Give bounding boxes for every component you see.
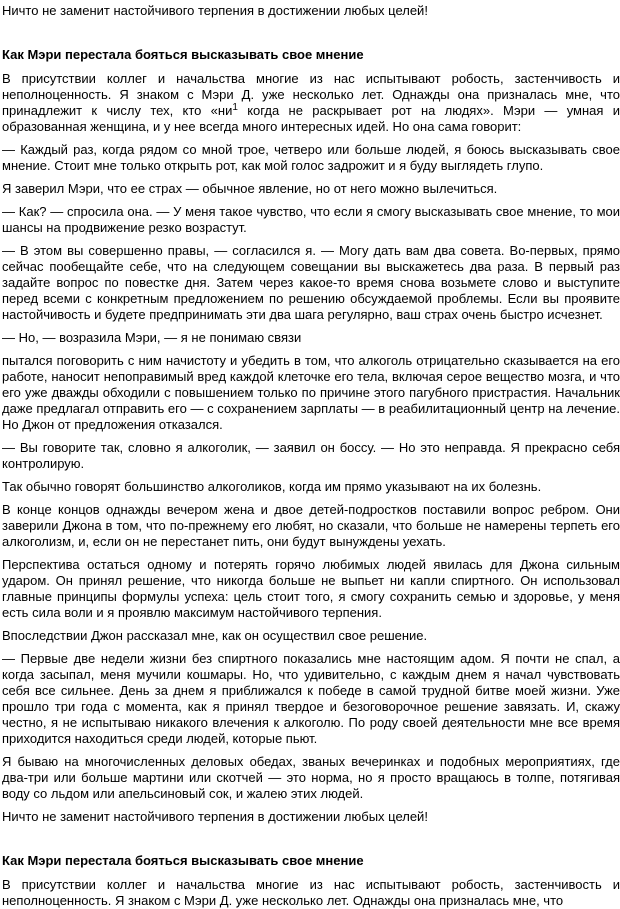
paragraph-reassure: Я заверил Мэри, что ее страх — обычное явление, но от него можно вылечиться. (2, 181, 498, 196)
paragraph-decision: Перспектива остаться одному и потерять горячо любимых людей явилась для Джона сильным ударом. Он принял решение, что никогда больше не выпьет ни капли спиртного. Он использовал главные принципы формулы успеха: цель стоит того, я смогу сохранить семью и здоровье, у меня есть сила воли и я проявлю максимум настойчивого терпения. (2, 557, 620, 620)
paragraph-john-denial: — Вы говорите так, словно я алкоголик, — заявил он боссу. — Но это неправда. Я прекрасно себя контролирую. (2, 440, 620, 471)
paragraph-afterwards: Впоследствии Джон рассказал мне, как он осуществил свое решение. (2, 628, 428, 643)
paragraph-advice: — В этом вы совершенно правы, — согласился я. — Могу дать вам два совета. Во-первых, прямо сейчас пообещайте себе, что на следующем совещании вы выскажетесь два раза. В первый раз задайте вопрос по повестке дня. Затем через какое-то время снова возьмете слово и выступите перед всеми с конкретным предложением по решению обсуждаемой проблемы. Если вы проявите настойчивость и будете предпринимать эти два шага регулярно, ваш страх очень быстро исчезнет. (2, 243, 620, 322)
heading-mary-repeat: Как Мэри перестала бояться высказывать свое мнение (2, 853, 364, 868)
paragraph-intro-repeat: В присутствии коллег и начальства многие из нас испытывают робость, застенчивость и неполноценность. Я знаком с Мэри Д. уже несколько лет. Однажды она призналась мне, что (2, 877, 620, 908)
paragraph-intro (2, 71, 620, 135)
heading-mary: Как Мэри перестала бояться высказывать свое мнение (2, 47, 364, 62)
paragraph-john-boss: пытался поговорить с ним начистоту и убедить в том, что алкоголь отрицательно сказывается на его работе, наносит непоправимый вред каждой клеточке его тела, включая серое вещество мозга, и что его уже дважды обходили с повышением только по причине этого пагубного пристрастия. Начальник даже предлагал отправить его — с сохранением зарплаты — в реабилитационный центр на лечение. Но Джон от предложения отказался. (2, 353, 620, 432)
paragraph-objection: — Но, — возразила Мэри, — я не понимаю связи (2, 330, 302, 345)
footnote-mark: 1 (232, 102, 238, 113)
paragraph-intro-part1: В присутствии коллег и начальства многие из нас испытывают робость, застенчивость и неполноценность. Я знаком с Мэри Д. уже несколько лет. Однажды она призналась мне, что принадлежит к числу тех, кто «ни (2, 71, 620, 118)
paragraph-parties: Я бываю на многочисленных деловых обедах, званых вечеринках и подобных мероприятиях, где два-три или больше мартини или скотчей — это норма, но я просто вращаюсь в толпе, потягивая воду со льдом или апельсиновый сок, и жалею этих людей. (2, 754, 620, 801)
paragraph-john-story: — Первые две недели жизни без спиртного показались мне настоящим адом. Я почти не спал, а когда засыпал, меня мучили кошмары. Но, что удивительно, с каждым днем я начал чувствовать себя все сильнее. День за днем я приближался к победе в самой трудной битве моей жизни. Уже прошло три года с момента, как я принял твердое и безоговорочное решение завязать. И, скажу честно, я не испытываю никакого влечения к алкоголю. По роду своей деятельности мне все время приходится находиться среди людей, которые пьют. (2, 651, 620, 746)
paragraph-family: В конце концов однажды вечером жена и двое детей-подростков поставили вопрос ребром. Они заверили Джона в том, что по-прежнему его любят, но сказали, что больше не намерены терпеть его алкоголизм, и, если он не перестанет пить, они будут вынуждены уехать. (2, 502, 620, 549)
paragraph-intro-part2: когда не раскрывает рот на людях». Мэри — умная и образованная женщина, и у нее всегда много интересных идей. Но она сама говорит: (2, 103, 620, 134)
paragraph-motto: Ничто не заменит настойчивого терпения в достижении любых целей! (2, 809, 428, 824)
paragraph-mary-quote: — Каждый раз, когда рядом со мной трое, четверо или больше людей, я боюсь высказывать свое мнение. Стоит мне только открыть рот, как мой голос задрожит и я буду выглядеть глупо. (2, 142, 620, 173)
top-line: Ничто не заменит настойчивого терпения в достижении любых целей! (2, 3, 428, 18)
paragraph-alcoholics: Так обычно говорят большинство алкоголиков, когда им прямо указывают на их болезнь. (2, 479, 542, 494)
paragraph-how: — Как? — спросила она. — У меня такое чувство, что если я смогу высказывать свое мнение, то мои шансы на продвижение резко возрастут. (2, 204, 620, 235)
